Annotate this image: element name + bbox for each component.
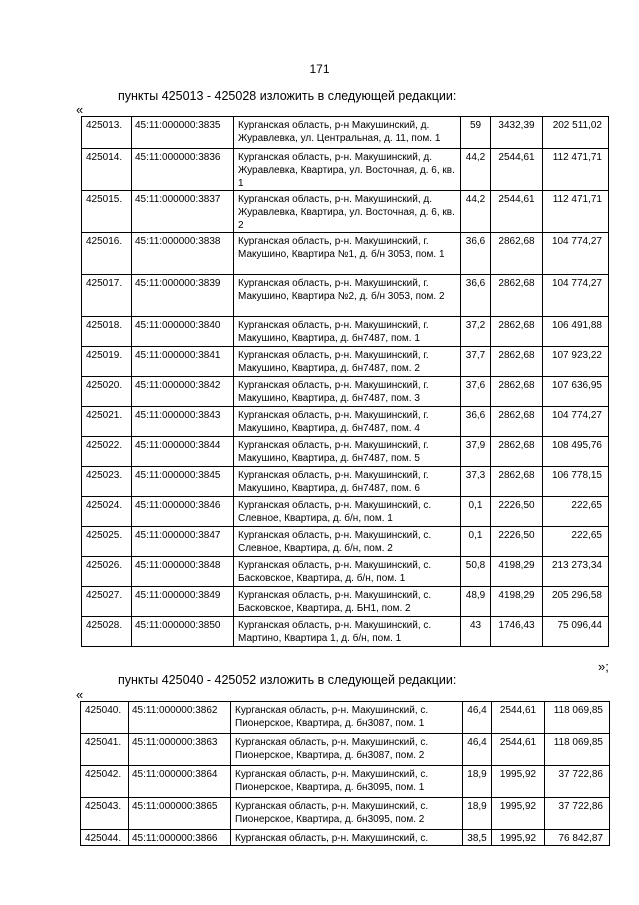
- address-cell: Курганская область, р-н Макушинский, д. Журавлевка, ул. Центральная, д. 11, пом. 1: [234, 117, 461, 149]
- item-number-cell: 425016.: [82, 233, 132, 275]
- unit-price-cell: 2862,68: [491, 437, 543, 467]
- section-2-open-quote: «: [76, 687, 84, 702]
- address-cell: Курганская область, р-н. Макушинский, г. Макушино, Квартира, д. бн7487, пом. 4: [234, 407, 461, 437]
- area-cell: 37,3: [461, 467, 491, 497]
- table-row: [81, 734, 610, 766]
- unit-price-cell: 3432,39: [491, 117, 543, 149]
- cadastral-number-cell: 45:11:000000:3835: [132, 117, 234, 149]
- table-row: [82, 377, 609, 407]
- table-row: [82, 275, 609, 317]
- cadastral-number-cell: 45:11:000000:3862: [129, 702, 231, 734]
- table-row: [81, 830, 610, 846]
- item-number-cell: 425022.: [82, 437, 132, 467]
- cadastral-value-cell: 213 273,34: [543, 557, 609, 587]
- cadastral-number-cell: 45:11:000000:3847: [132, 527, 234, 557]
- unit-price-cell: 2862,68: [491, 233, 543, 275]
- item-number-cell: 425014.: [82, 149, 132, 191]
- unit-price-cell: 4198,29: [491, 587, 543, 617]
- item-number-cell: 425017.: [82, 275, 132, 317]
- item-number-cell: 425021.: [82, 407, 132, 437]
- area-cell: 43: [461, 617, 491, 647]
- cadastral-number-cell: 45:11:000000:3848: [132, 557, 234, 587]
- cadastral-number-cell: 45:11:000000:3850: [132, 617, 234, 647]
- area-cell: 0,1: [461, 527, 491, 557]
- table-row: [82, 557, 609, 587]
- table-row: [82, 617, 609, 647]
- item-number-cell: 425026.: [82, 557, 132, 587]
- unit-price-cell: 2226,50: [491, 497, 543, 527]
- cadastral-value-cell: 112 471,71: [543, 191, 609, 233]
- item-number-cell: 425040.: [81, 702, 129, 734]
- address-cell: Курганская область, р-н. Макушинский, г. Макушино, Квартира, д. бн7487, пом. 5: [234, 437, 461, 467]
- item-number-cell: 425013.: [82, 117, 132, 149]
- unit-price-cell: 2862,68: [491, 317, 543, 347]
- table-row: [81, 798, 610, 830]
- unit-price-cell: 1995,92: [492, 798, 545, 830]
- cadastral-value-cell: 104 774,27: [543, 407, 609, 437]
- item-number-cell: 425025.: [82, 527, 132, 557]
- cadastral-value-cell: 37 722,86: [545, 798, 610, 830]
- table-row: [82, 527, 609, 557]
- area-cell: 38,5: [463, 830, 492, 846]
- area-cell: 50,8: [461, 557, 491, 587]
- table-row: [82, 317, 609, 347]
- page-number: 171: [309, 62, 330, 76]
- address-cell: Курганская область, р-н. Макушинский, с. Слевное, Квартира, д. б/н, пом. 2: [234, 527, 461, 557]
- unit-price-cell: 4198,29: [491, 557, 543, 587]
- address-cell: Курганская область, р-н. Макушинский, с.: [231, 830, 463, 846]
- cadastral-value-cell: 37 722,86: [545, 766, 610, 798]
- cadastral-value-cell: 106 491,88: [543, 317, 609, 347]
- unit-price-cell: 2544,61: [491, 191, 543, 233]
- table-row: [82, 233, 609, 275]
- address-cell: Курганская область, р-н. Макушинский, г. Макушино, Квартира, д. бн7487, пом. 1: [234, 317, 461, 347]
- address-cell: Курганская область, р-н. Макушинский, с. Мартино, Квартира 1, д. б/н, пом. 1: [234, 617, 461, 647]
- item-number-cell: 425015.: [82, 191, 132, 233]
- table-row: [81, 766, 610, 798]
- cadastral-value-cell: 222,65: [543, 527, 609, 557]
- item-number-cell: 425043.: [81, 798, 129, 830]
- cadastral-number-cell: 45:11:000000:3837: [132, 191, 234, 233]
- item-number-cell: 425027.: [82, 587, 132, 617]
- address-cell: Курганская область, р-н. Макушинский, с. Пионерское, Квартира, д. бн3095, пом. 1: [231, 766, 463, 798]
- cadastral-value-cell: 106 778,15: [543, 467, 609, 497]
- unit-price-cell: 2862,68: [491, 275, 543, 317]
- area-cell: 46,4: [463, 734, 492, 766]
- cadastral-value-cell: 107 923,22: [543, 347, 609, 377]
- table-row: [82, 149, 609, 191]
- address-cell: Курганская область, р-н. Макушинский, с. Слевное, Квартира, д. б/н, пом. 1: [234, 497, 461, 527]
- unit-price-cell: 1995,92: [492, 830, 545, 846]
- section-1-intro: пункты 425013 - 425028 изложить в следующей редакции:: [118, 89, 457, 103]
- item-number-cell: 425024.: [82, 497, 132, 527]
- table-row: [81, 702, 610, 734]
- item-number-cell: 425019.: [82, 347, 132, 377]
- area-cell: 36,6: [461, 407, 491, 437]
- address-cell: Курганская область, р-н. Макушинский, г. Макушино, Квартира №2, д. б/н 3053, пом. 2: [234, 275, 461, 317]
- address-cell: Курганская область, р-н. Макушинский, д. Журавлевка, Квартира, ул. Восточная, д. 6, кв. 1: [234, 149, 461, 191]
- item-number-cell: 425042.: [81, 766, 129, 798]
- area-cell: 44,2: [461, 149, 491, 191]
- cadastral-value-cell: 205 296,58: [543, 587, 609, 617]
- area-cell: 48,9: [461, 587, 491, 617]
- unit-price-cell: 2544,61: [491, 149, 543, 191]
- area-cell: 44,2: [461, 191, 491, 233]
- table-row: [82, 497, 609, 527]
- address-cell: Курганская область, р-н. Макушинский, д. Журавлевка, Квартира, ул. Восточная, д. 6, кв. 2: [234, 191, 461, 233]
- area-cell: 36,6: [461, 233, 491, 275]
- area-cell: 18,9: [463, 766, 492, 798]
- cadastral-value-cell: 107 636,95: [543, 377, 609, 407]
- table-row: [82, 437, 609, 467]
- cadastral-number-cell: 45:11:000000:3845: [132, 467, 234, 497]
- section-1-open-quote: «: [76, 102, 84, 117]
- area-cell: 18,9: [463, 798, 492, 830]
- unit-price-cell: 2544,61: [492, 734, 545, 766]
- table-row: [82, 407, 609, 437]
- unit-price-cell: 2862,68: [491, 377, 543, 407]
- item-number-cell: 425023.: [82, 467, 132, 497]
- cadastral-number-cell: 45:11:000000:3842: [132, 377, 234, 407]
- cadastral-value-cell: 76 842,87: [545, 830, 610, 846]
- cadastral-number-cell: 45:11:000000:3844: [132, 437, 234, 467]
- item-number-cell: 425018.: [82, 317, 132, 347]
- address-cell: Курганская область, р-н. Макушинский, г. Макушино, Квартира, д. бн7487, пом. 6: [234, 467, 461, 497]
- cadastral-number-cell: 45:11:000000:3841: [132, 347, 234, 377]
- area-cell: 37,9: [461, 437, 491, 467]
- cadastral-number-cell: 45:11:000000:3849: [132, 587, 234, 617]
- cadastral-value-cell: 104 774,27: [543, 233, 609, 275]
- area-cell: 37,2: [461, 317, 491, 347]
- cadastral-number-cell: 45:11:000000:3839: [132, 275, 234, 317]
- cadastral-number-cell: 45:11:000000:3863: [129, 734, 231, 766]
- item-number-cell: 425041.: [81, 734, 129, 766]
- unit-price-cell: 2226,50: [491, 527, 543, 557]
- cadastral-number-cell: 45:11:000000:3846: [132, 497, 234, 527]
- unit-price-cell: 2862,68: [491, 407, 543, 437]
- area-cell: 59: [461, 117, 491, 149]
- address-cell: Курганская область, р-н. Макушинский, г. Макушино, Квартира, д. бн7487, пом. 2: [234, 347, 461, 377]
- area-cell: 46,4: [463, 702, 492, 734]
- address-cell: Курганская область, р-н. Макушинский, с. Пионерское, Квартира, д. бн3095, пом. 2: [231, 798, 463, 830]
- cadastral-value-cell: 108 495,76: [543, 437, 609, 467]
- cadastral-value-cell: 112 471,71: [543, 149, 609, 191]
- address-cell: Курганская область, р-н. Макушинский, с. Пионерское, Квартира, д. бн3087, пом. 2: [231, 734, 463, 766]
- unit-price-cell: 2544,61: [492, 702, 545, 734]
- unit-price-cell: 1995,92: [492, 766, 545, 798]
- area-cell: 37,7: [461, 347, 491, 377]
- table-row: [82, 467, 609, 497]
- table-row: [82, 347, 609, 377]
- address-cell: Курганская область, р-н. Макушинский, с. Пионерское, Квартира, д. бн3087, пом. 1: [231, 702, 463, 734]
- cadastral-value-cell: 75 096,44: [543, 617, 609, 647]
- item-number-cell: 425044.: [81, 830, 129, 846]
- area-cell: 37,6: [461, 377, 491, 407]
- unit-price-cell: 2862,68: [491, 467, 543, 497]
- cadastral-value-cell: 104 774,27: [543, 275, 609, 317]
- cadastral-value-cell: 202 511,02: [543, 117, 609, 149]
- item-number-cell: 425020.: [82, 377, 132, 407]
- cadastral-number-cell: 45:11:000000:3836: [132, 149, 234, 191]
- section-1-close-quote: »;: [598, 659, 609, 674]
- section-1-table: [81, 116, 609, 647]
- address-cell: Курганская область, р-н. Макушинский, г. Макушино, Квартира, д. бн7487, пом. 3: [234, 377, 461, 407]
- cadastral-number-cell: 45:11:000000:3838: [132, 233, 234, 275]
- cadastral-value-cell: 118 069,85: [545, 702, 610, 734]
- address-cell: Курганская область, р-н. Макушинский, с. Басковское, Квартира, д. б/н, пом. 1: [234, 557, 461, 587]
- address-cell: Курганская область, р-н. Макушинский, г. Макушино, Квартира №1, д. б/н 3053, пом. 1: [234, 233, 461, 275]
- cadastral-value-cell: 222,65: [543, 497, 609, 527]
- address-cell: Курганская область, р-н. Макушинский, с. Басковское, Квартира, д. БН1, пом. 2: [234, 587, 461, 617]
- cadastral-number-cell: 45:11:000000:3840: [132, 317, 234, 347]
- item-number-cell: 425028.: [82, 617, 132, 647]
- table-row: [82, 117, 609, 149]
- cadastral-number-cell: 45:11:000000:3843: [132, 407, 234, 437]
- area-cell: 36,6: [461, 275, 491, 317]
- unit-price-cell: 2862,68: [491, 347, 543, 377]
- cadastral-value-cell: 118 069,85: [545, 734, 610, 766]
- cadastral-number-cell: 45:11:000000:3866: [129, 830, 231, 846]
- unit-price-cell: 1746,43: [491, 617, 543, 647]
- cadastral-number-cell: 45:11:000000:3865: [129, 798, 231, 830]
- section-2-intro: пункты 425040 - 425052 изложить в следующей редакции:: [118, 673, 457, 687]
- table-row: [82, 587, 609, 617]
- section-2-table: [80, 701, 610, 846]
- area-cell: 0,1: [461, 497, 491, 527]
- cadastral-number-cell: 45:11:000000:3864: [129, 766, 231, 798]
- table-row: [82, 191, 609, 233]
